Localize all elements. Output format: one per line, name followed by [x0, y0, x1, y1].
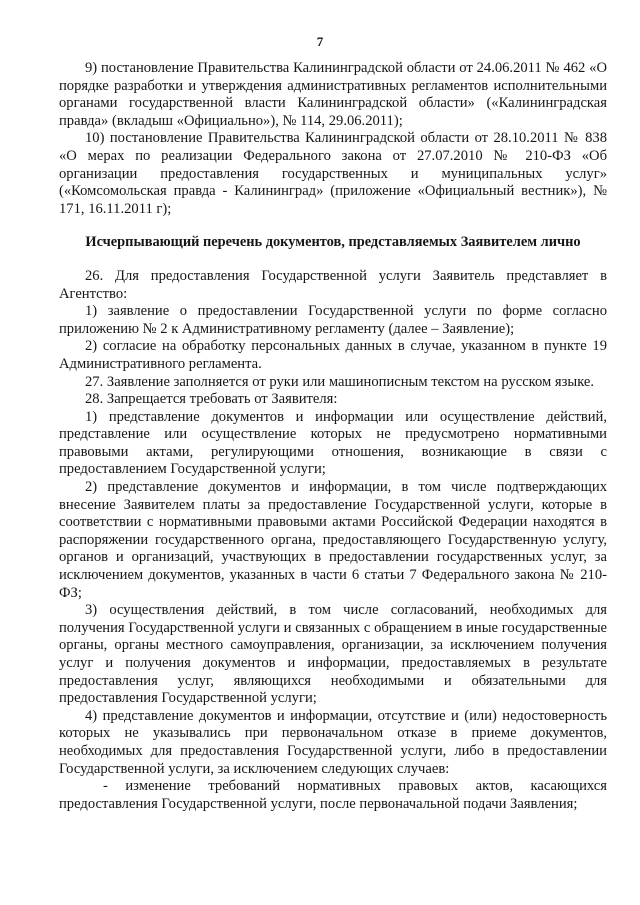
paragraph-27: 27. Заявление заполняется от руки или машинописным текстом на русском языке. [85, 373, 595, 390]
paragraph-28-item-1: 1) представление документов и информации или осуществление действий, представление или осуществление которых не предусмотрено нормативными правовыми актами, регулирующими отношения, возникающие в связи с предоставлением Государственной услуги; [59, 408, 607, 478]
paragraph-26-item-1: 1) заявление о предоставлении Государственной услуги по форме согласно приложению № 2 к Административному регламенту (далее – Заявление); [59, 303, 607, 337]
document-body [59, 60, 607, 813]
paragraph-26: 26. Для предоставления Государственной услуги Заявитель представляет в Агентство: [59, 267, 607, 302]
section-heading: Исчерпывающий перечень документов, представляемых Заявителем лично [85, 234, 581, 251]
paragraph-28-item-3: 3) осуществления действий, в том числе согласований, необходимых для получения Государственной услуги и связанных с обращением в иные государственные органы, органы местного самоуправления, организации, за исключением получения услуг и получения документов и информации, предоставляемых в результате предоставления услуг, являющихся необходимыми и обязательными для предоставления Государственной услуги; [59, 602, 607, 707]
paragraph-28-item-4: 4) представление документов и информации, отсутствие и (или) недостоверность которых не указывались при первоначальном отказе в приеме документов, необходимых для предоставления Государственной услуги, либо в предоставлении Государственной услуги, за исключением следующих случаев: [59, 707, 607, 777]
list-item-10: 10) постановление Правительства Калининградской области от 28.10.2011 № 838 «О мерах по реализации Федерального закона от 27.07.2010 № 210-ФЗ «Об организации предоставления государственных и муниципальных услуг» («Комсомольская правда - Калининград» (приложение «Официальный вестник»), № 171, 16.11.2011 г); [59, 130, 607, 217]
list-item-9: 9) постановление Правительства Калининградской области от 24.06.2011 № 462 «О порядке разработки и утверждения административных регламентов исполнительными органами государственной власти Калининградской области» («Калининградская правда» (вкладыш «Официально»), № 114, 29.06.2011); [59, 60, 607, 129]
paragraph-28: 28. Запрещается требовать от Заявителя: [85, 391, 338, 408]
page-number: 7 [316, 34, 324, 49]
paragraph-26-item-2: 2) согласие на обработку персональных данных в случае, указанном в пункте 19 Административного регламента. [59, 338, 607, 372]
paragraph-28-item-4-dash: - изменение требований нормативных правовых актов, касающихся предоставления Государственной услуги, после первоначальной подачи Заявления; [59, 778, 607, 812]
paragraph-28-item-2: 2) представление документов и информации, в том числе подтверждающих внесение Заявителем платы за предоставление Государственной услуги, которые в соответствии с нормативными правовыми актами Российской Федерации находятся в распоряжении государственного органа, предоставляющего Государственную услугу, органов и организаций, участвующих в предоставлении государственных услуг, за исключением документов, указанных в части 6 статьи 7 Федерального закона № 210-ФЗ; [59, 479, 607, 601]
